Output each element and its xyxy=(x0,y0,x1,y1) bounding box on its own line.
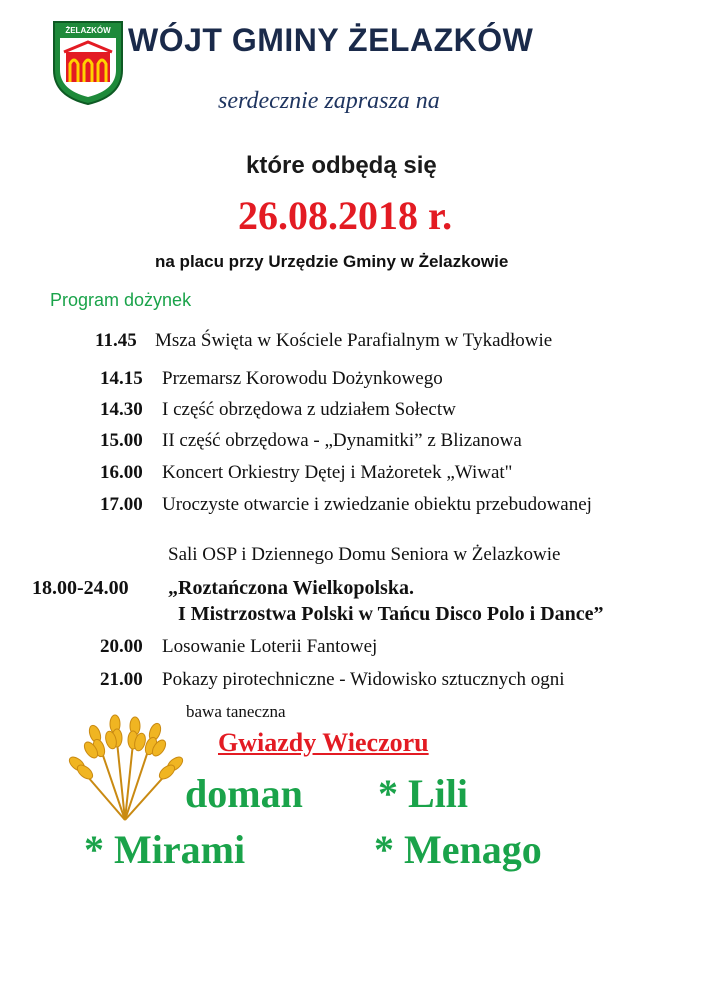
program-item-continuation xyxy=(178,603,604,626)
zelazkow-crest-logo xyxy=(50,18,126,106)
program-desc: bawa taneczna xyxy=(186,702,286,721)
star-name: doman xyxy=(185,771,303,816)
program-desc: Sali OSP i Dziennego Domu Seniora w Żelazkowie xyxy=(168,544,561,565)
program-item-highlight xyxy=(32,577,414,600)
program-time: 16.00 xyxy=(100,462,143,483)
lead-text: które odbędą się xyxy=(246,152,437,179)
event-date: 26.08.2018 r. xyxy=(238,193,453,238)
program-desc: Przemarsz Korowodu Dożynkowego xyxy=(162,368,443,389)
program-desc: Losowanie Loterii Fantowej xyxy=(162,636,378,657)
program-item xyxy=(100,368,443,390)
program-time: 15.00 xyxy=(100,430,143,451)
program-item xyxy=(100,430,522,452)
program-time: 18.00-24.00 xyxy=(32,577,129,599)
program-time: 14.30 xyxy=(100,399,143,420)
star-name: * Mirami xyxy=(84,827,246,872)
program-desc: I część obrzędowa z udziałem Sołectw xyxy=(162,399,456,420)
page-title: WÓJT GMINY ŻELAZKÓW xyxy=(128,22,534,58)
program-time: 11.45 xyxy=(95,330,137,351)
wheat-icon xyxy=(55,712,195,822)
program-item xyxy=(100,462,512,484)
program-time: 20.00 xyxy=(100,636,143,657)
program-desc: Uroczyste otwarcie i zwiedzanie obiektu przebudowanej xyxy=(162,494,592,515)
crest-label: ŻELAZKÓW xyxy=(65,26,111,35)
program-desc: Msza Święta w Kościele Parafialnym w Tykadłowie xyxy=(155,330,553,351)
star-name: * Menago xyxy=(374,827,542,872)
program-time: 17.00 xyxy=(100,494,143,515)
program-item-continuation xyxy=(168,544,560,566)
program-item xyxy=(100,399,456,421)
stars-heading: Gwiazdy Wieczoru xyxy=(218,728,429,757)
program-desc: II część obrzędowa - „Dynamitki” z Blizanowa xyxy=(162,430,522,451)
program-time: 14.15 xyxy=(100,368,143,389)
program-item xyxy=(100,494,592,516)
star-name: * Lili xyxy=(378,771,469,816)
program-item xyxy=(95,330,552,352)
program-desc: Pokazy pirotechniczne - Widowisko sztucznych ogni xyxy=(162,669,565,690)
program-item-continuation xyxy=(186,702,286,722)
program-desc: I Mistrzostwa Polski w Tańcu Disco Polo i Dance” xyxy=(178,603,604,625)
program-title: Program dożynek xyxy=(50,290,192,310)
program-item xyxy=(100,669,565,691)
event-place: na placu przy Urzędzie Gminy w Żelazkowie xyxy=(155,252,509,271)
program-desc: Koncert Orkiestry Dętej i Mażoretek „Wiwat" xyxy=(162,462,513,483)
program-desc: „Roztańczona Wielkopolska. xyxy=(168,577,414,599)
program-item xyxy=(100,636,377,658)
subtitle: serdecznie zaprasza na xyxy=(218,88,440,114)
program-time: 21.00 xyxy=(100,669,143,690)
